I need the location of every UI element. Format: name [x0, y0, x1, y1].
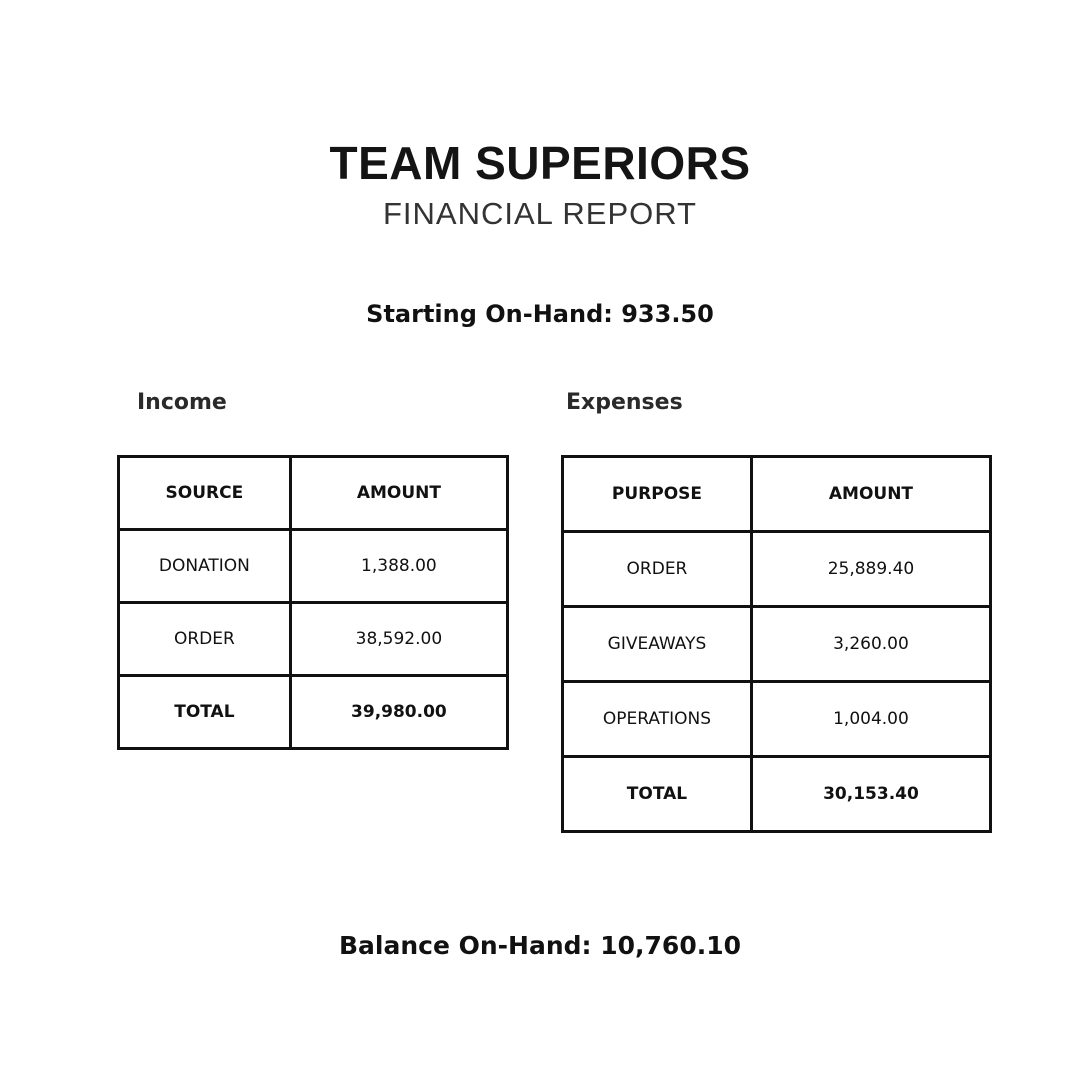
- balance-on-hand: Balance On-Hand: 10,760.10: [338, 931, 741, 960]
- expense-purpose-cell: GIVEAWAYS: [563, 607, 752, 682]
- income-total-row: [119, 676, 508, 749]
- table-header-row: [119, 457, 508, 530]
- table-row: [563, 607, 991, 682]
- report-title: TEAM SUPERIORS: [329, 137, 751, 189]
- income-total-amount: 39,980.00: [290, 676, 507, 749]
- table-header-row: [563, 457, 991, 532]
- column-header-amount: AMOUNT: [751, 457, 990, 532]
- income-amount-cell: 38,592.00: [290, 603, 507, 676]
- expenses-total-amount: 30,153.40: [751, 757, 990, 832]
- expenses-heading: Expenses: [566, 390, 683, 415]
- expenses-table: [561, 455, 992, 833]
- table-row: [119, 603, 508, 676]
- expense-amount-cell: 25,889.40: [751, 532, 990, 607]
- expenses-total-row: [563, 757, 991, 832]
- column-header-source: SOURCE: [119, 457, 291, 530]
- income-total-label: TOTAL: [119, 676, 291, 749]
- expense-amount-cell: 1,004.00: [751, 682, 990, 757]
- report-subtitle: FINANCIAL REPORT: [383, 196, 697, 231]
- column-header-purpose: PURPOSE: [563, 457, 752, 532]
- column-header-amount: AMOUNT: [290, 457, 507, 530]
- income-source-cell: ORDER: [119, 603, 291, 676]
- expenses-total-label: TOTAL: [563, 757, 752, 832]
- expense-amount-cell: 3,260.00: [751, 607, 990, 682]
- table-row: [563, 532, 991, 607]
- table-row: [119, 530, 508, 603]
- starting-on-hand: Starting On-Hand: 933.50: [366, 300, 714, 328]
- expense-purpose-cell: ORDER: [563, 532, 752, 607]
- table-row: [563, 682, 991, 757]
- income-table: [117, 455, 509, 750]
- income-amount-cell: 1,388.00: [290, 530, 507, 603]
- income-source-cell: DONATION: [119, 530, 291, 603]
- income-heading: Income: [137, 390, 227, 415]
- expense-purpose-cell: OPERATIONS: [563, 682, 752, 757]
